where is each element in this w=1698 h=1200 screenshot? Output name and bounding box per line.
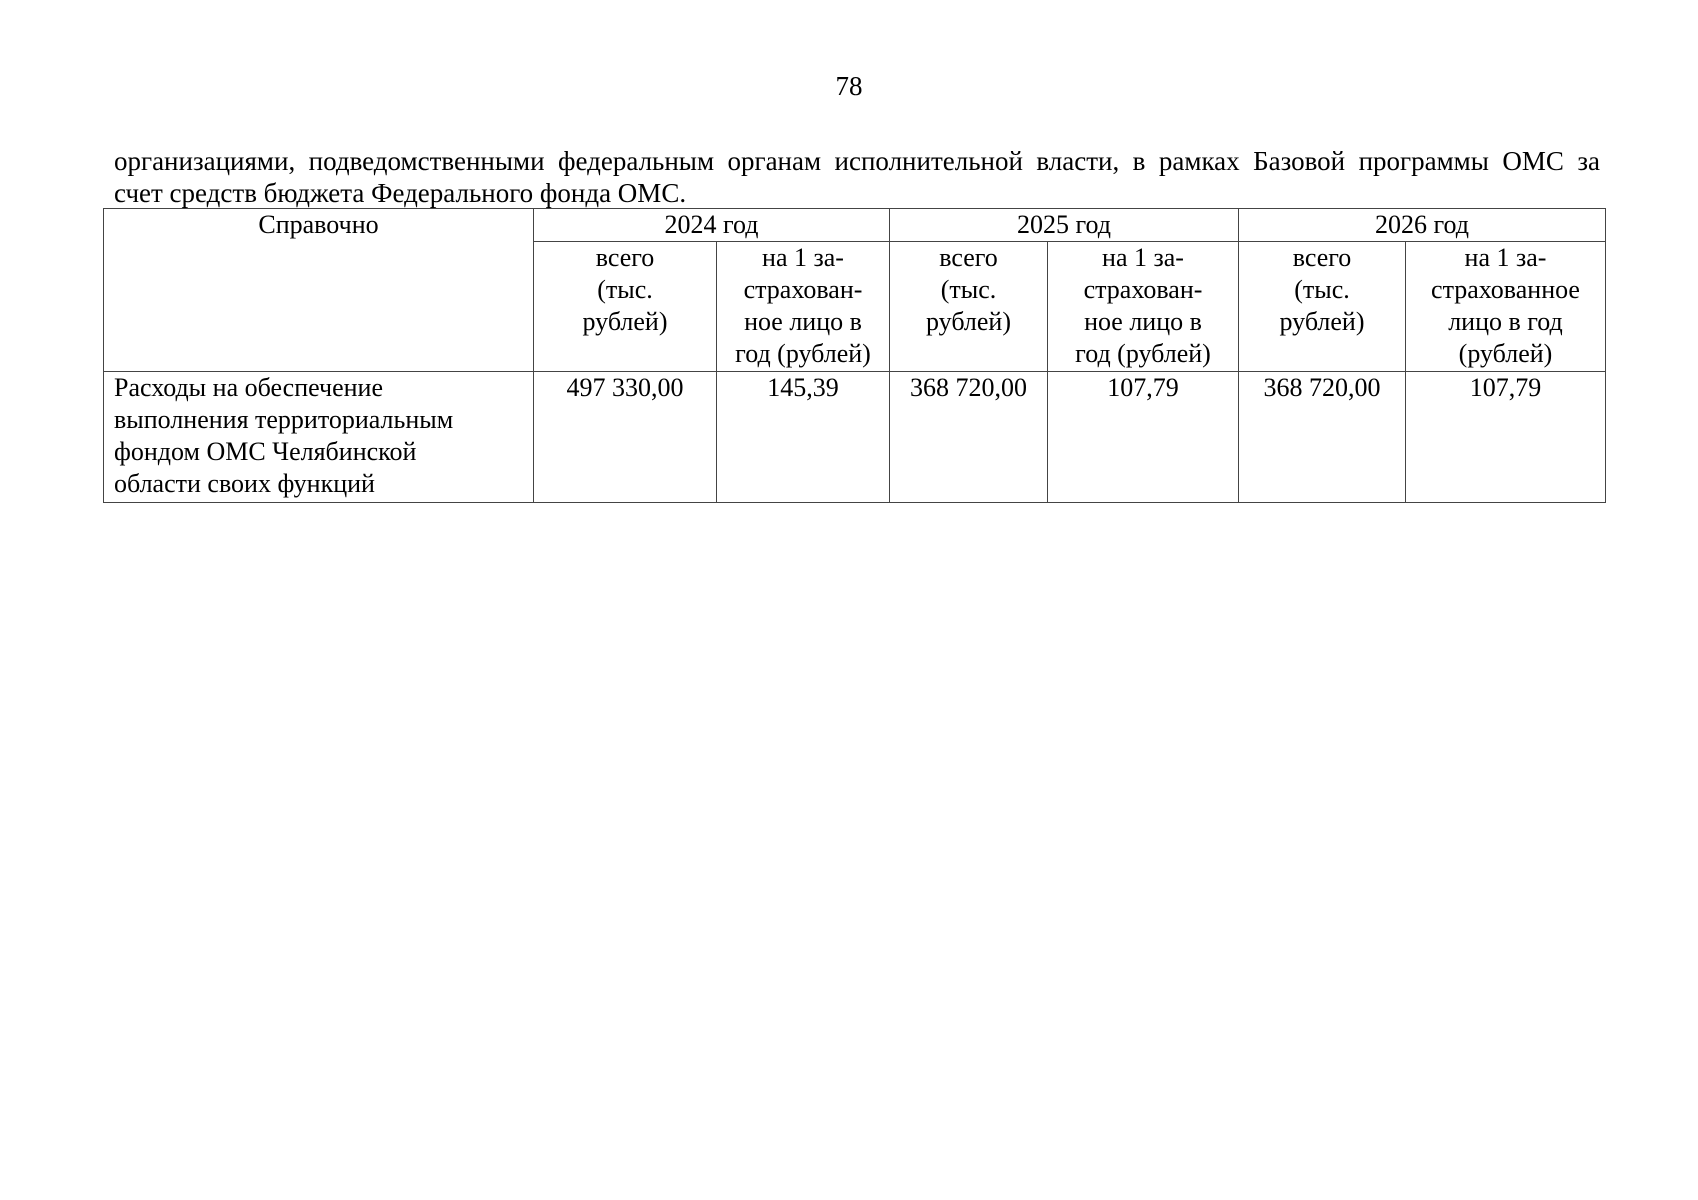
subheader-line: (тыс. [1294, 275, 1350, 304]
subheader-line: рублей) [582, 307, 668, 336]
subheader-line: всего [1292, 243, 1352, 272]
row-label [104, 372, 534, 503]
subheader-line: всего [595, 243, 655, 272]
year-header-2024: 2024 год [534, 209, 890, 242]
row-label-line: Расходы на обеспечение [114, 373, 384, 402]
value-2024-per-insured: 145,39 [717, 372, 890, 503]
value-2025-total: 368 720,00 [890, 372, 1048, 503]
subheader-total [534, 242, 717, 372]
subheader-line: (тыс. [940, 275, 997, 304]
subheader-per-insured [717, 242, 890, 372]
subheader-per-insured [1048, 242, 1239, 372]
intro-paragraph [114, 145, 1600, 209]
value-2025-per-insured: 107,79 [1048, 372, 1239, 503]
subheader-line: на 1 за- [1464, 243, 1547, 272]
subheader-line: рублей) [1279, 307, 1365, 336]
row-label-line: области своих функций [114, 469, 375, 498]
year-header-2025: 2025 год [890, 209, 1239, 242]
table-row [104, 372, 1606, 503]
subheader-total [890, 242, 1048, 372]
subheader-line: страхован- [1083, 275, 1203, 304]
intro-line-2: счет средств бюджета Федерального фонда ОМС. [114, 178, 687, 208]
subheader-total [1239, 242, 1406, 372]
subheader-line: на 1 за- [762, 243, 844, 272]
year-header-2026: 2026 год [1239, 209, 1606, 242]
expenses-table [103, 208, 1606, 503]
value-2026-total: 368 720,00 [1239, 372, 1406, 503]
subheader-line: год (рублей) [1075, 339, 1211, 368]
subheader-line: рублей) [926, 307, 1011, 336]
subheader-line: страхован- [743, 275, 863, 304]
corner-header: Справочно [104, 209, 534, 372]
subheader-line: ное лицо в [744, 307, 862, 336]
subheader-line: на 1 за- [1102, 243, 1184, 272]
subheader-line: (тыс. [597, 275, 653, 304]
subheader-line: (рублей) [1458, 339, 1553, 368]
intro-line-1: организациями, подведомственными федеральным органам исполнительной власти, в рамках Базовой программы ОМС за [114, 146, 1600, 176]
subheader-line: год (рублей) [735, 339, 871, 368]
subheader-per-insured [1406, 242, 1606, 372]
row-label-line: выполнения территориальным [114, 405, 454, 434]
value-2026-per-insured: 107,79 [1406, 372, 1606, 503]
page-number: 78 [835, 71, 863, 101]
subheader-line: всего [939, 243, 998, 272]
subheader-line: лицо в год [1448, 307, 1563, 336]
subheader-line: ное лицо в [1084, 307, 1202, 336]
subheader-line: страхованное [1431, 275, 1580, 304]
value-2024-total: 497 330,00 [534, 372, 717, 503]
header-row-years [104, 209, 1606, 242]
row-label-line: фондом ОМС Челябинской [114, 437, 417, 466]
